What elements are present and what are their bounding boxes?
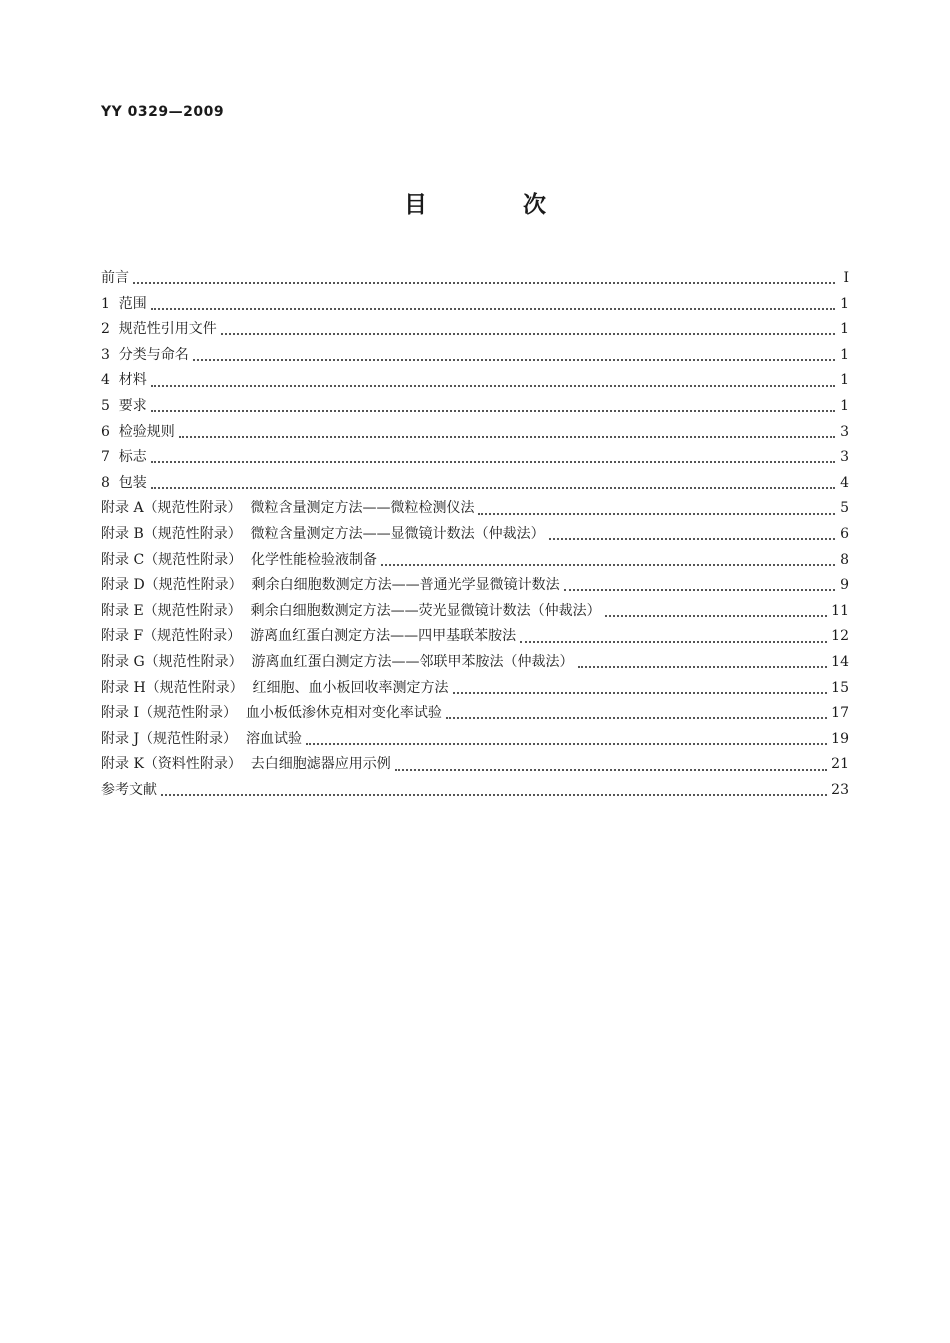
toc-entry-appendix-c[interactable] (101, 548, 849, 574)
toc-title: 目 次 (403, 192, 590, 218)
toc-entry-page: 1 (840, 346, 849, 363)
toc-entry-page: 3 (840, 449, 849, 466)
toc-entry-label: 8 包装 (101, 474, 147, 491)
toc-entry-appendix-g[interactable] (101, 650, 849, 676)
toc-entry-label: 7 标志 (101, 449, 147, 466)
toc-entry-page: 19 (831, 730, 849, 747)
dot-leader (151, 384, 835, 387)
toc-entry-appendix-d[interactable] (101, 573, 849, 599)
dot-leader (193, 358, 835, 361)
dot-leader (578, 665, 828, 668)
toc-entry-label: 附录 H（规范性附录） 红细胞、血小板回收率测定方法 (101, 679, 449, 696)
dot-leader (520, 640, 827, 643)
dot-leader (161, 793, 827, 796)
toc-entry-page: 1 (840, 397, 849, 414)
toc-entry-page: 6 (840, 525, 849, 542)
toc-entry-4[interactable] (101, 368, 849, 394)
toc-entry-page: 5 (840, 500, 849, 517)
dot-leader (306, 742, 827, 745)
toc-entry-page: 21 (831, 756, 849, 773)
dot-leader (446, 716, 827, 719)
toc-entry-page: I (843, 270, 849, 286)
toc-entry-label: 参考文献 (101, 781, 157, 798)
dot-leader (221, 332, 835, 335)
dot-leader (151, 307, 835, 310)
dot-leader (564, 588, 835, 591)
toc-entry-preface[interactable] (101, 266, 849, 292)
toc-entry-page: 11 (831, 602, 849, 619)
toc-entry-label: 2 规范性引用文件 (101, 321, 217, 338)
dot-leader (395, 768, 827, 771)
toc-entry-label: 附录 G（规范性附录） 游离血红蛋白测定方法——邻联甲苯胺法（仲裁法） (101, 653, 574, 670)
toc-entry-page: 1 (840, 295, 849, 312)
toc-entry-page: 3 (840, 423, 849, 440)
toc-entry-appendix-i[interactable] (101, 701, 849, 727)
toc-entry-8[interactable] (101, 471, 849, 497)
toc-entry-references[interactable] (101, 778, 849, 804)
toc-entry-label: 5 要求 (101, 397, 147, 414)
dot-leader (549, 537, 835, 540)
toc-entry-appendix-j[interactable] (101, 727, 849, 753)
toc-entry-label: 3 分类与命名 (101, 346, 189, 363)
toc-entry-page: 15 (831, 679, 849, 696)
dot-leader (151, 409, 835, 412)
dot-leader (179, 435, 835, 438)
toc-entry-label: 附录 D（规范性附录） 剩余白细胞数测定方法——普通光学显微镜计数法 (101, 577, 560, 594)
table-of-contents (101, 266, 849, 803)
toc-entry-page: 1 (840, 372, 849, 389)
toc-entry-page: 4 (840, 474, 849, 491)
toc-entry-label: 附录 F（规范性附录） 游离血红蛋白测定方法——四甲基联苯胺法 (101, 628, 517, 645)
toc-entry-label: 附录 A（规范性附录） 微粒含量测定方法——微粒检测仪法 (101, 500, 475, 517)
toc-entry-label: 附录 E（规范性附录） 剩余白细胞数测定方法——荧光显微镜计数法（仲裁法） (101, 602, 601, 619)
dot-leader (381, 563, 835, 566)
toc-entry-appendix-b[interactable] (101, 522, 849, 548)
dot-leader (151, 486, 835, 489)
toc-entry-page: 17 (831, 705, 849, 722)
toc-entry-label: 前言 (101, 270, 129, 286)
toc-entry-3[interactable] (101, 343, 849, 369)
toc-entry-page: 8 (840, 551, 849, 568)
dot-leader (151, 460, 835, 463)
toc-entry-label: 附录 K（资料性附录） 去白细胞滤器应用示例 (101, 756, 391, 773)
toc-entry-label: 附录 B（规范性附录） 微粒含量测定方法——显微镜计数法（仲裁法） (101, 525, 545, 542)
toc-entry-label: 1 范围 (101, 295, 147, 312)
toc-entry-appendix-a[interactable] (101, 496, 849, 522)
toc-entry-label: 4 材料 (101, 372, 147, 389)
toc-entry-appendix-e[interactable] (101, 599, 849, 625)
toc-entry-7[interactable] (101, 445, 849, 471)
toc-entry-label: 附录 J（规范性附录） 溶血试验 (101, 730, 302, 747)
toc-entry-page: 14 (831, 653, 849, 670)
toc-entry-page: 9 (840, 577, 849, 594)
toc-entry-2[interactable] (101, 317, 849, 343)
toc-entry-5[interactable] (101, 394, 849, 420)
toc-entry-page: 23 (831, 781, 849, 798)
toc-entry-appendix-k[interactable] (101, 752, 849, 778)
standard-code: YY 0329—2009 (101, 104, 225, 120)
dot-leader (478, 512, 835, 515)
toc-entry-6[interactable] (101, 420, 849, 446)
dot-leader (133, 281, 835, 284)
toc-entry-1[interactable] (101, 292, 849, 318)
toc-entry-label: 附录 C（规范性附录） 化学性能检验液制备 (101, 551, 378, 568)
toc-entry-appendix-f[interactable] (101, 624, 849, 650)
dot-leader (605, 614, 828, 617)
toc-entry-page: 1 (840, 321, 849, 338)
dot-leader (453, 691, 828, 694)
toc-entry-label: 6 检验规则 (101, 423, 175, 440)
toc-entry-label: 附录 I（规范性附录） 血小板低渗休克相对变化率试验 (101, 705, 442, 722)
toc-entry-appendix-h[interactable] (101, 676, 849, 702)
toc-entry-page: 12 (831, 628, 849, 645)
